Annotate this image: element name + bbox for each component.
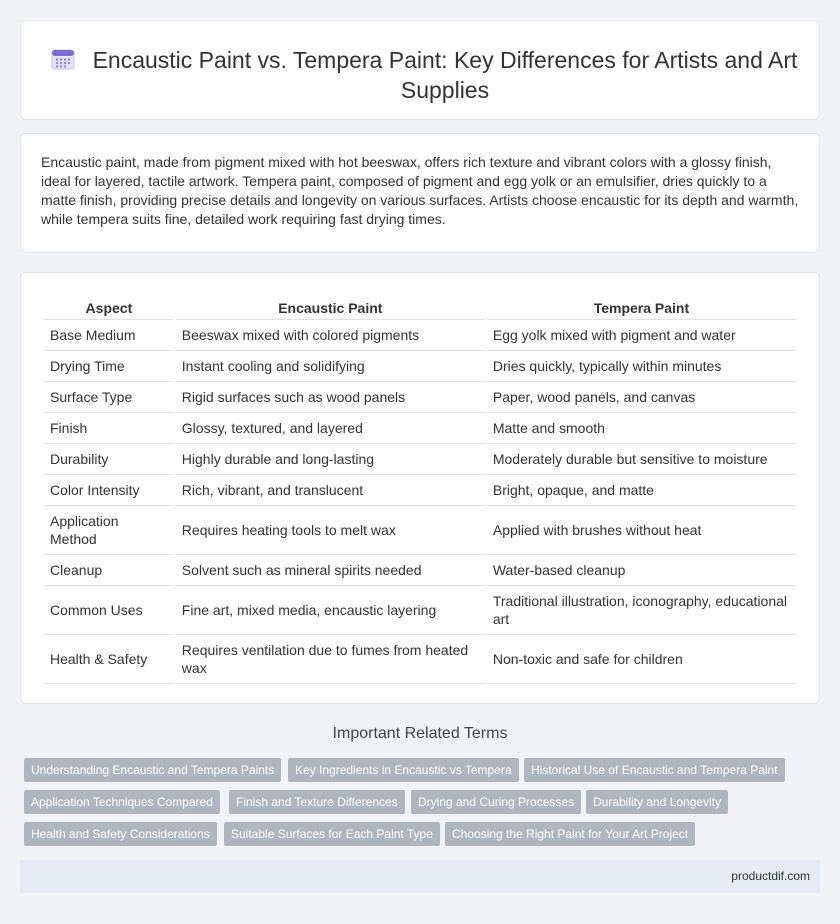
cell-aspect: Common Uses [44,586,174,635]
comparison-table [42,295,798,684]
cell-tempera: Bright, opaque, and matte [487,475,796,506]
table-row [44,635,796,684]
cell-aspect: Drying Time [44,351,174,382]
cell-encaustic: Requires heating tools to melt wax [176,506,485,555]
table-row [44,475,796,506]
table-row [44,506,796,555]
table-row [44,320,796,351]
related-tag[interactable]: Finish and Texture Differences [229,790,405,814]
header-aspect: Aspect [44,295,174,320]
header-tempera: Tempera Paint [487,295,796,320]
cell-tempera: Dries quickly, typically within minutes [487,351,796,382]
cell-aspect: Durability [44,444,174,475]
table-row [44,555,796,586]
cell-encaustic: Fine art, mixed media, encaustic layering [176,586,485,635]
page-title: Encaustic Paint vs. Tempera Paint: Key Differences for Artists and Art Supplies [92,47,798,103]
related-tag[interactable]: Understanding Encaustic and Tempera Paints [24,758,281,782]
cell-aspect: Cleanup [44,555,174,586]
header-encaustic: Encaustic Paint [176,295,485,320]
cell-encaustic: Solvent such as mineral spirits needed [176,555,485,586]
cell-encaustic: Instant cooling and solidifying [176,351,485,382]
cell-encaustic: Rich, vibrant, and translucent [176,475,485,506]
cell-tempera: Paper, wood panels, and canvas [487,382,796,413]
table-row [44,351,796,382]
cell-aspect: Color Intensity [44,475,174,506]
related-tag[interactable]: Key Ingredients in Encaustic vs Tempera [288,758,519,782]
intro-card [20,133,820,253]
related-terms-title: Important Related Terms [332,725,508,742]
intro-paragraph: Encaustic paint, made from pigment mixed with hot beeswax, offers rich texture and vibrant colors with a glossy finish, ideal for layered, tactile artwork. Tempera paint, composed of pigment and egg yolk or an emulsifier, dries quickly to a matte finish, providing precise details and longevity on various surfaces. Artists choose encaustic for its depth and warmth, while tempera suits fine, detailed work requiring fast drying times. [41,154,799,227]
footer-bar [20,860,820,893]
table-row [44,586,796,635]
cell-aspect: Surface Type [44,382,174,413]
related-tag[interactable]: Choosing the Right Paint for Your Art Project [445,822,695,846]
cell-aspect: Health & Safety [44,635,174,684]
related-tag[interactable]: Health and Safety Considerations [24,822,217,846]
related-tag[interactable]: Historical Use of Encaustic and Tempera Paint [524,758,785,782]
related-tag[interactable]: Durability and Longevity [586,790,728,814]
cell-tempera: Water-based cleanup [487,555,796,586]
cell-encaustic: Glossy, textured, and layered [176,413,485,444]
cell-encaustic: Rigid surfaces such as wood panels [176,382,485,413]
cell-encaustic: Beeswax mixed with colored pigments [176,320,485,351]
cell-tempera: Traditional illustration, iconography, educational art [487,586,796,635]
related-tag[interactable]: Application Techniques Compared [24,790,220,814]
cell-tempera: Moderately durable but sensitive to moisture [487,444,796,475]
cell-aspect: Application Method [44,506,174,555]
cell-aspect: Finish [44,413,174,444]
cell-tempera: Non-toxic and safe for children [487,635,796,684]
cell-aspect: Base Medium [44,320,174,351]
calendar-icon [51,48,75,70]
table-row [44,382,796,413]
footer-site-link[interactable]: productdif.com [731,869,810,883]
related-tag[interactable]: Suitable Surfaces for Each Paint Type [224,822,440,846]
cell-encaustic: Highly durable and long-lasting [176,444,485,475]
table-row [44,444,796,475]
cell-tempera: Applied with brushes without heat [487,506,796,555]
comparison-card [20,272,820,704]
cell-tempera: Matte and smooth [487,413,796,444]
related-tag[interactable]: Drying and Curing Processes [411,790,581,814]
table-header-row [44,295,796,320]
header-card [20,20,820,120]
cell-encaustic: Requires ventilation due to fumes from heated wax [176,635,485,684]
cell-tempera: Egg yolk mixed with pigment and water [487,320,796,351]
table-row [44,413,796,444]
